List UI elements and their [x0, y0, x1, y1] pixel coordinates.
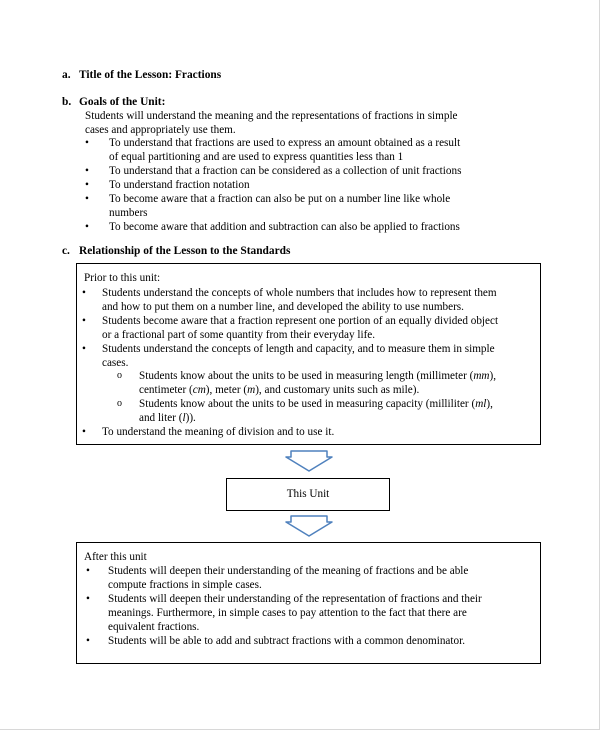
list-item: • To understand the meaning of division and to use it. [82, 426, 335, 438]
list-item: • To understand fraction notation [85, 179, 250, 191]
prior-sublist [117, 369, 539, 425]
list-item: • Students become aware that a fraction represent one portion of an equally divided object or a fractional part of some quantity from their everyday life. [82, 315, 499, 341]
list-item: • Students will deepen their understanding of the representation of fractions and their meanings. Furthermore, in simple cases to pay attention to the fact that there are equivalent fractions. [86, 593, 482, 633]
list-item: • To understand that fractions are used to express an amount obtained as a result of equal partitioning and are used to express quantities less than 1 [85, 137, 461, 163]
list-item: • To become aware that a fraction can also be put on a number line like whole numbers [85, 193, 451, 219]
list-item: • Students understand the concepts of whole numbers that includes how to represent them and how to put them on a number line, and developed the ability to use numbers. [82, 287, 497, 313]
list-item: • To understand that a fraction can be considered as a collection of unit fractions [85, 165, 462, 177]
sub-list-item: o Students know about the units to be used in measuring length (millimeter (mm), centimeter (cm), meter (m), and customary units such as mile). [117, 370, 497, 396]
section-c-title: Relationship of the Lesson to the Standards [79, 245, 291, 257]
down-arrow-icon [285, 450, 333, 472]
this-unit-box [226, 478, 390, 511]
section-c-label: c. [62, 245, 70, 257]
prior-last-item [82, 425, 538, 439]
prior-list [82, 286, 538, 370]
list-item: • Students understand the concepts of length and capacity, and to measure them in simple cases. [82, 343, 495, 369]
section-b-title: Goals of the Unit: [79, 96, 166, 108]
section-a-label: a. [62, 69, 71, 81]
down-arrow-icon [285, 515, 333, 537]
this-unit-label: This Unit [286, 488, 330, 500]
sub-list-item: o Students know about the units to be used in measuring capacity (milliliter (ml), and liter (l)). [117, 398, 493, 424]
prior-unit-box [76, 263, 541, 445]
list-item: • Students will deepen their understanding of the meaning of fractions and be able compute fractions in simple cases. [86, 565, 469, 591]
after-list [86, 564, 538, 648]
after-heading: After this unit [84, 551, 147, 563]
list-item: • To become aware that addition and subtraction can also be applied to fractions [85, 221, 460, 233]
after-unit-box [76, 542, 541, 664]
goals-intro: Students will understand the meaning and the representations of fractions in simple cases and appropriately use them. [85, 110, 458, 136]
section-b-label: b. [62, 96, 72, 108]
section-a-title: Title of the Lesson: Fractions [79, 69, 222, 81]
prior-heading: Prior to this unit: [84, 272, 161, 284]
list-item: • Students will be able to add and subtract fractions with a common denominator. [86, 635, 465, 647]
goals-list [85, 136, 549, 234]
